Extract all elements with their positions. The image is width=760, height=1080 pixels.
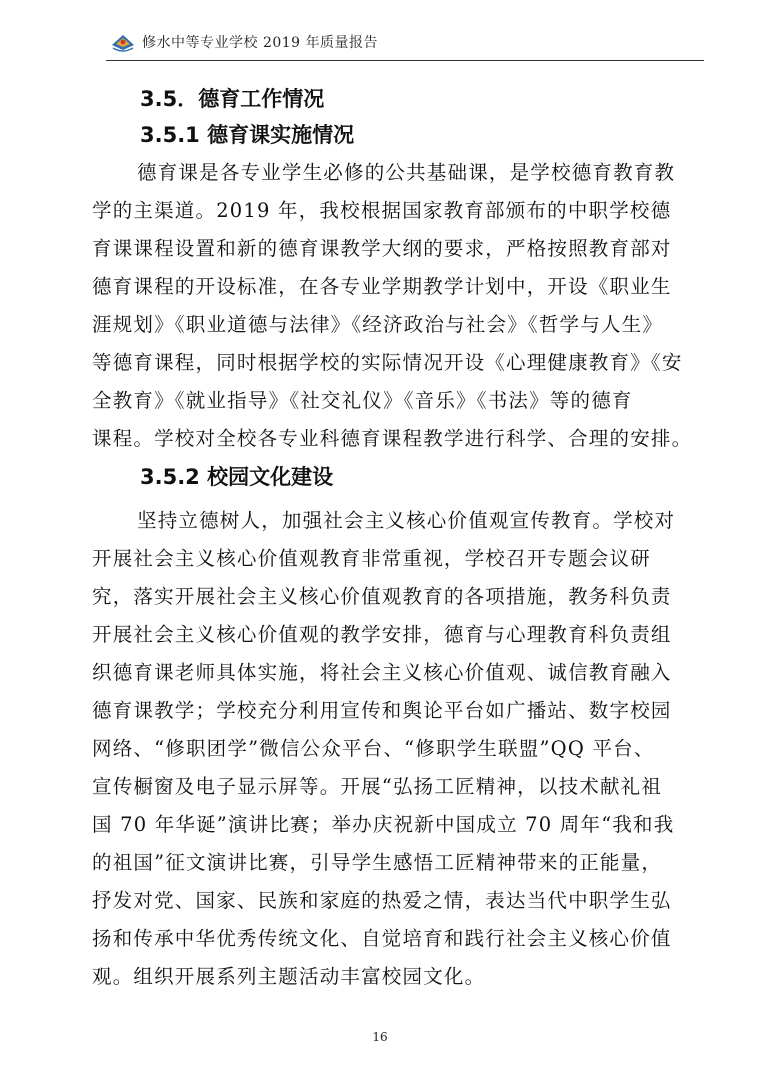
paragraph-line: 网络、“修职团学”微信公众平台、“修职学生联盟”QQ 平台、 <box>92 737 655 760</box>
header-title: 修水中等专业学校 2019 年质量报告 <box>142 35 379 51</box>
section-title-3-5: 3.5．德育工作情况 <box>140 87 325 111</box>
paragraph-line: 宣传橱窗及电子显示屏等。开展“弘扬工匠精神，以技术献礼祖 <box>92 775 663 798</box>
paragraph-line: 坚持立德树人，加强社会主义核心价值观宣传教育。学校对 <box>137 509 676 532</box>
paragraph-line: 德育课程的开设标准，在各专业学期教学计划中，开设《职业生 <box>92 275 672 298</box>
paragraph-line: 育课课程设置和新的德育课教学大纲的要求，严格按照教育部对 <box>92 237 672 260</box>
paragraph-line: 课程。学校对全校各专业科德育课程教学进行科学、合理的安排。 <box>92 427 693 450</box>
header-divider <box>106 60 704 61</box>
section-title-3-5-1: 3.5.1 德育课实施情况 <box>140 123 355 147</box>
section-title-3-5-2: 3.5.2 校园文化建设 <box>140 465 334 489</box>
paragraph-line: 观。组织开展系列主题活动丰富校园文化。 <box>92 965 486 988</box>
paragraph-line: 抒发对党、国家、民族和家庭的热爱之情，表达当代中职学生弘 <box>92 889 672 912</box>
paragraph-line: 学的主渠道。2019 年，我校根据国家教育部颁布的中职学校德 <box>92 199 672 222</box>
page-header <box>110 28 670 56</box>
paragraph-line: 涯规划》《职业道德与法律》《经济政治与社会》《哲学与人生》 <box>92 313 664 336</box>
paragraph-line: 等德育课程，同时根据学校的实际情况开设《心理健康教育》《安 <box>92 351 683 374</box>
paragraph-line: 全教育》《就业指导》《社交礼仪》《音乐》《书法》等的德育 <box>92 389 633 412</box>
paragraph-line: 国 70 年华诞”演讲比赛；举办庆祝新中国成立 70 周年“我和我 <box>92 813 675 836</box>
page-number: 16 <box>372 1030 388 1044</box>
paragraph-line: 德育课教学；学校充分利用宣传和舆论平台如广播站、数字校园 <box>92 699 672 722</box>
paragraph-line: 织德育课老师具体实施，将社会主义核心价值观、诚信教育融入 <box>92 661 672 684</box>
paragraph-line: 德育课是各专业学生必修的公共基础课，是学校德育教育教 <box>137 161 676 184</box>
paragraph-line: 究，落实开展社会主义核心价值观教育的各项措施，教务科负责 <box>92 585 672 608</box>
paragraph-line: 开展社会主义核心价值观的教学安排，德育与心理教育科负责组 <box>92 623 672 646</box>
paragraph-line: 开展社会主义核心价值观教育非常重视，学校召开专题会议研 <box>92 547 651 570</box>
paragraph-line: 扬和传承中华优秀传统文化、自觉培育和践行社会主义核心价值 <box>92 927 672 950</box>
paragraph-line: 的祖国”征文演讲比赛，引导学生感悟工匠精神带来的正能量， <box>92 851 663 874</box>
school-logo-icon <box>110 31 136 53</box>
